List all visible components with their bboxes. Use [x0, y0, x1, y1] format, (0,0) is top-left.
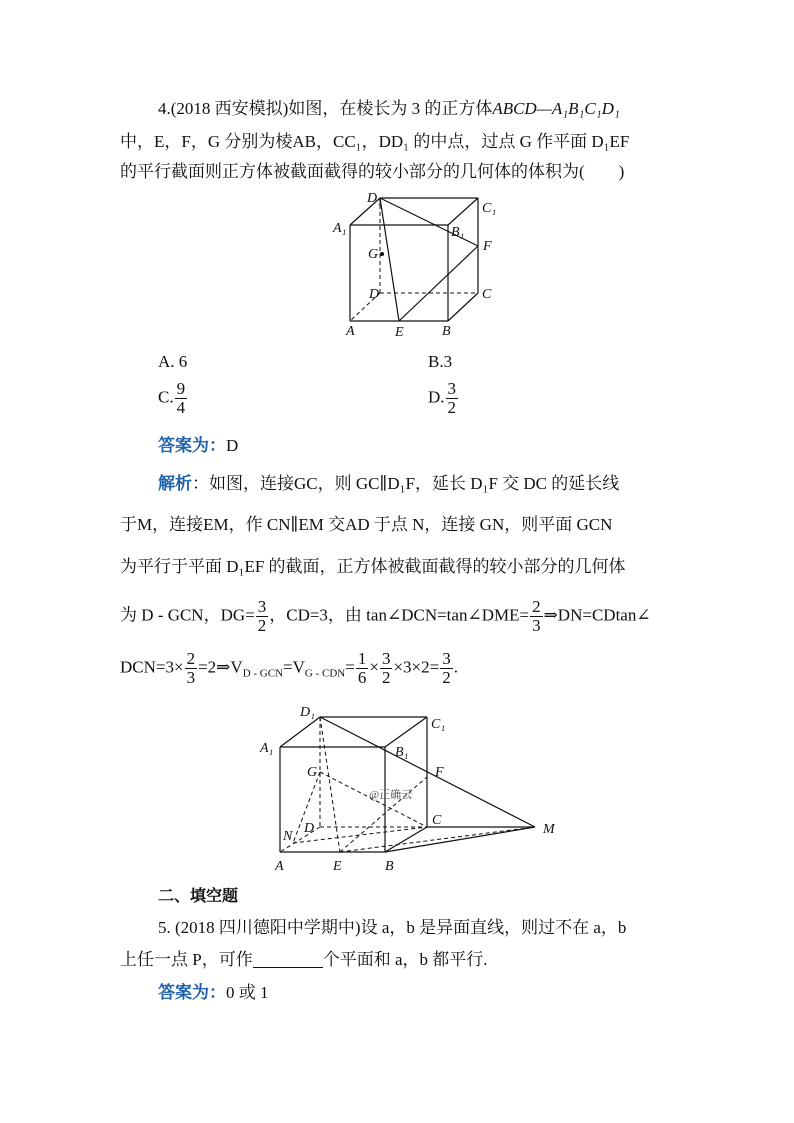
edge-d1e [380, 198, 399, 321]
fraction-2-3: $\frac{2}{3}$ [532, 597, 541, 635]
label-m: M [543, 822, 555, 837]
edge-b1c1 [385, 717, 427, 747]
q5-line1: 5. (2018 四川德阳中学期中)设 a，b 是异面直线，则过不在 a，b [158, 918, 627, 937]
label-d: D [304, 821, 315, 836]
label-d1: D₁ [367, 191, 382, 206]
edge-d1e-hidden [320, 717, 340, 852]
label-g: G [368, 247, 379, 262]
label-c1: C₁ [482, 201, 497, 216]
q4-line2: 中，E，F，G 分别为棱AB，CC₁，DD₁ 的中点，过点 G 作平面 D₁EF [120, 132, 630, 151]
analysis-line1: 解析：如图，连接GC，则 GC∥D₁F，延长 D₁F 交 DC 的延长线 [158, 474, 620, 493]
fraction-1-6: $\frac{1}{6}$ [357, 649, 367, 687]
fraction-3-2: $\frac{3}{2}$ [257, 597, 267, 635]
fraction-3-2b: $\frac{3}{2}$ [381, 649, 391, 687]
label-d: D [369, 287, 380, 302]
q4-line3: 的平行截面则正方体被截面截得的较小部分的几何体的体积为( ) [120, 162, 625, 181]
edge-ef [399, 246, 478, 321]
section-2-title: 二、填空题 [158, 886, 239, 905]
edge-bc [448, 293, 478, 321]
fraction-2-3b: $\frac{2}{3}$ [186, 649, 196, 687]
analysis-line3: 为平行于平面 D₁EF 的截面，正方体被截面截得的较小部分的几何体 [120, 557, 626, 576]
label-e: E [333, 859, 342, 874]
label-a: A [275, 859, 284, 874]
edge-em [340, 827, 535, 852]
label-g: G [307, 765, 318, 780]
label-b1: B₁ [395, 745, 409, 760]
label-b: B [385, 859, 394, 874]
label-f: F [483, 239, 492, 254]
label-c1: C₁ [431, 717, 446, 732]
edge-a1d1 [280, 717, 320, 747]
label-e: E [395, 325, 404, 338]
option-d: D. $\frac{3}{2}$ [428, 379, 457, 417]
cube-figure-1 [330, 188, 510, 338]
option-c: C. $\frac{9}{4}$ [158, 379, 186, 417]
option-d-fraction: $\frac{3}{2}$ [447, 379, 457, 417]
label-f: F [435, 765, 444, 780]
point-g [380, 252, 384, 256]
option-c-fraction: $\frac{9}{4}$ [176, 379, 186, 417]
fraction-3-2c: $\frac{3}{2}$ [442, 649, 451, 687]
label-c: C [432, 813, 442, 828]
edge-bm [385, 827, 535, 852]
label-n: N [283, 829, 293, 844]
option-b: B.3 [428, 352, 453, 371]
label-b: B [442, 324, 451, 338]
edge-b1c1 [448, 198, 478, 225]
label-a1: A₁ [333, 221, 347, 236]
q4-line1: 4.(2018 西安模拟)如图，在棱长为 3 的正方体ABCD—A₁B₁C₁D₁ [158, 99, 620, 118]
option-a: A. 6 [158, 352, 188, 371]
cube-figure-2 [255, 700, 575, 880]
analysis-line2: 于M，连接EM，作 CN∥EM 交AD 于点 N，连接 GN，则平面 GCN [120, 515, 613, 534]
q5-answer: 答案为：0 或 1 [158, 983, 269, 1002]
label-b1: B₁ [451, 225, 465, 240]
q4-answer: 答案为：D [158, 436, 239, 455]
analysis-line5: DCN=3× $\frac{2}{3}$ $=2\Rightarrow V_{D - GCN}=V_{G - CDN}=$ $\frac{1}{6}$ × $\frac{3}{2}$ ×3×2= $\frac{3}{2}$ . [120, 649, 458, 687]
watermark: @正确云 [369, 789, 413, 801]
label-c: C [482, 287, 492, 302]
analysis-line4: 为 D - GCN，DG= $\frac{3}{2}$ ，CD=3，由 tan∠DCN=tan∠DME= $\frac{2}{3}$ ⇒DN=CDtan∠ [120, 597, 651, 635]
label-d1: D₁ [300, 705, 315, 720]
fill-blank[interactable] [253, 951, 323, 968]
label-a1: A₁ [260, 741, 274, 756]
q5-line2: 上任一点 P，可作 个平面和 a，b 都平行. [120, 950, 488, 969]
label-a: A [346, 324, 355, 338]
